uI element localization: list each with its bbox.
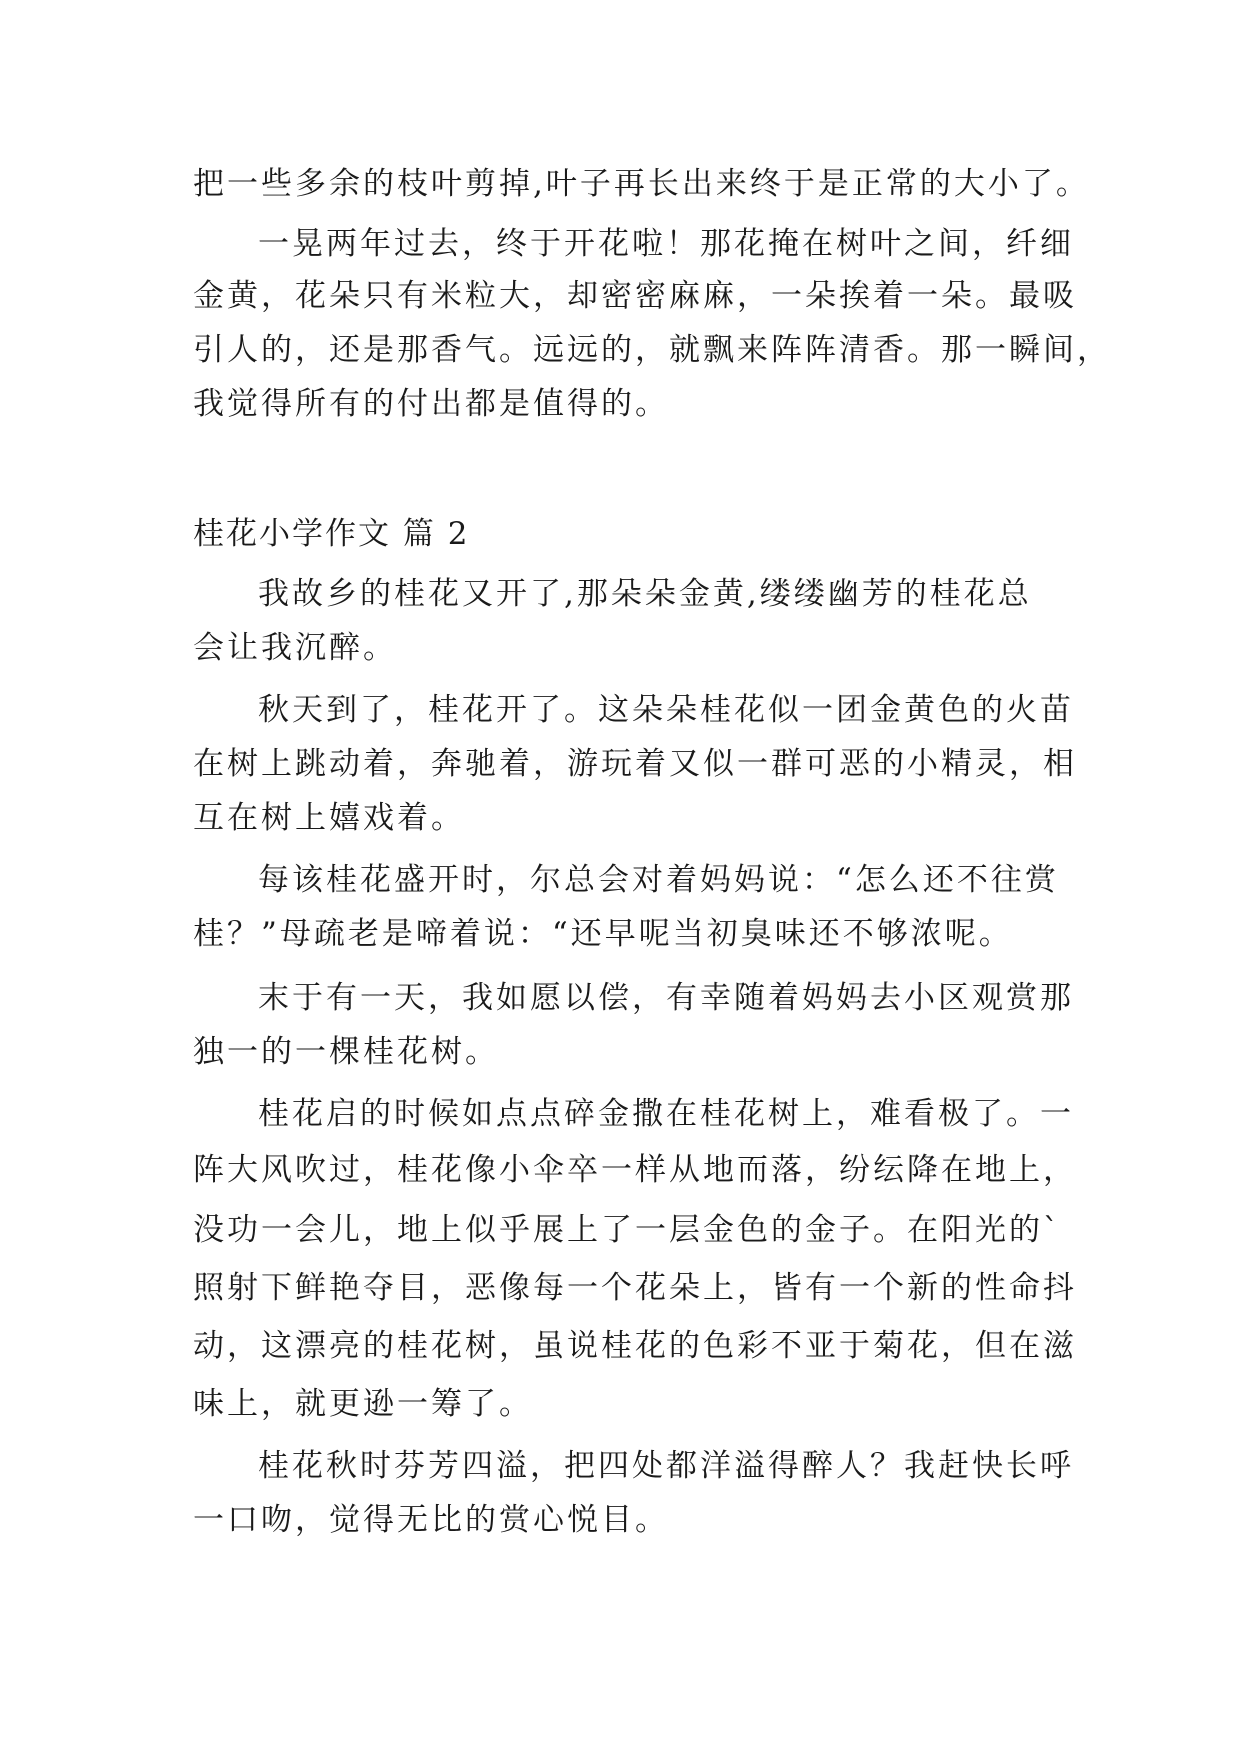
text-line: 引人的，还是那香气。远远的，就飘来阵阵清香。那一瞬间， (193, 332, 1111, 368)
text-line: 会让我沉醉。 (193, 630, 397, 666)
text-line: 一口吻，觉得无比的赏心悦目。 (193, 1502, 669, 1538)
text-line: 秋天到了，桂花开了。这朵朵桂花似一团金黄色的火苗 (258, 692, 1074, 728)
text-line: 动，这漂亮的桂花树，虽说桂花的色彩不亚于菊花，但在滋 (193, 1328, 1077, 1364)
text-line: 阵大风吹过，桂花像小伞卒一样从地而落，纷纭降在地上， (193, 1152, 1077, 1188)
text-line: 我觉得所有的付出都是值得的。 (193, 386, 669, 422)
text-line: 没功一会儿，地上似乎展上了一层金色的金子。在阳光的` (193, 1212, 1062, 1248)
text-line: 把一些多余的枝叶剪掉,叶子再长出来终于是正常的大小了。 (193, 166, 1090, 202)
text-line: 桂花启的时候如点点碎金撒在桂花树上，难看极了。一 (258, 1096, 1074, 1132)
text-line: 互在树上嬉戏着。 (193, 800, 465, 836)
text-line: 我故乡的桂花又开了,那朵朵金黄,缕缕幽芳的桂花总 (258, 576, 1032, 612)
section-title: 桂花小学作文 篇 2 (193, 516, 470, 552)
text-line: 味上，就更逊一筹了。 (193, 1386, 533, 1422)
text-line: 桂花秋时芬芳四溢，把四处都洋溢得醉人？我赶快长呼 (258, 1448, 1074, 1484)
text-line: 在树上跳动着，奔驰着，游玩着又似一群可恶的小精灵，相 (193, 746, 1077, 782)
text-line: 照射下鲜艳夺目，恶像每一个花朵上，皆有一个新的性命抖 (193, 1270, 1077, 1306)
text-line: 一晃两年过去，终于开花啦！那花掩在树叶之间，纤细 (258, 226, 1074, 262)
text-line: 独一的一棵桂花树。 (193, 1034, 499, 1070)
text-line: 金黄，花朵只有米粒大，却密密麻麻，一朵挨着一朵。最吸 (193, 278, 1077, 314)
text-line: 末于有一天，我如愿以偿，有幸随着妈妈去小区观赏那 (258, 980, 1074, 1016)
text-line: 每该桂花盛开时，尔总会对着妈妈说：“怎么还不往赏 (258, 862, 1059, 898)
text-line: 桂？”母疏老是啼着说：“还早呢当初臭味还不够浓呢。 (193, 916, 1013, 952)
